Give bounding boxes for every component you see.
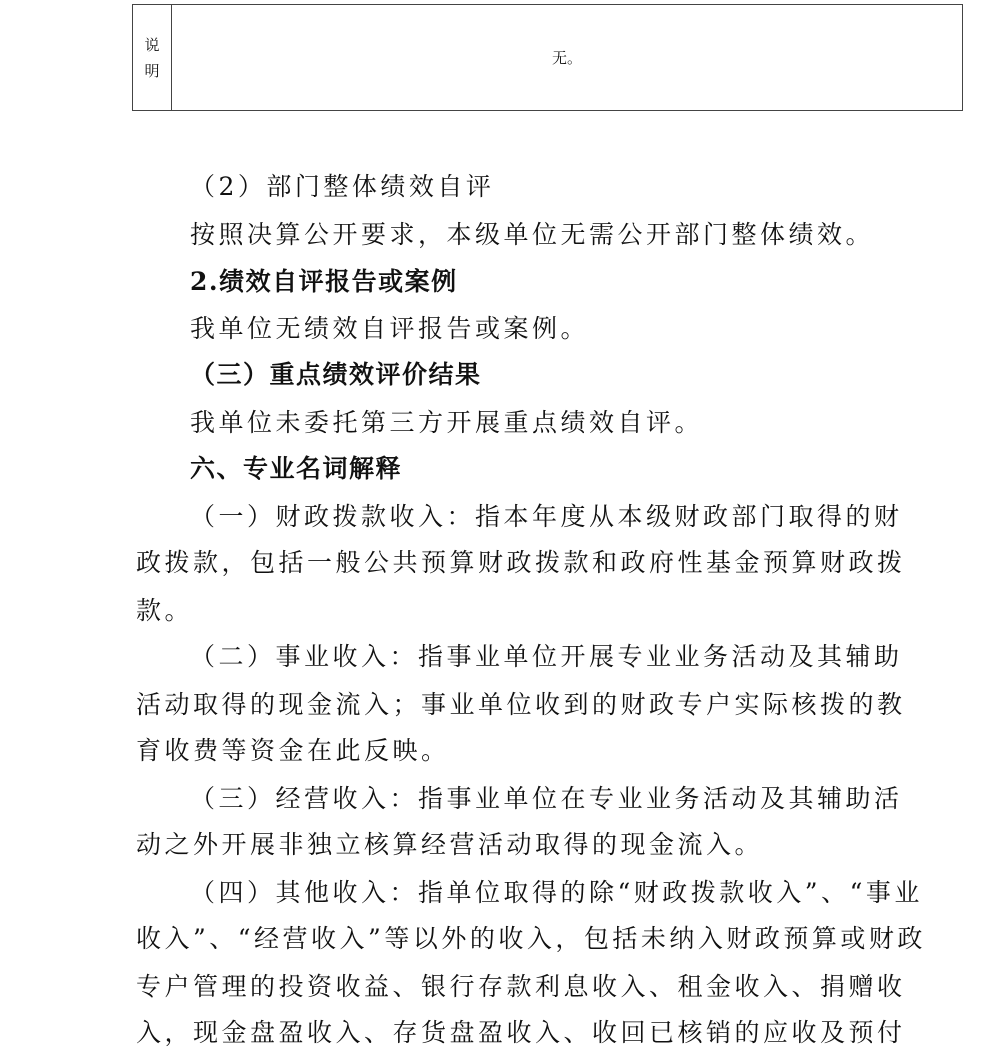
section-heading-dept-overall-self-eval: （2）部门整体绩效自评 xyxy=(190,172,495,201)
paragraph-line: 按照决算公开要求，本级单位无需公开部门整体绩效。 xyxy=(190,220,875,249)
paragraph-line: （四）其他收入：指单位取得的除“财政拨款收入”、“事业 xyxy=(190,878,923,907)
paragraph-line: 专户管理的投资收益、银行存款利息收入、租金收入、捐赠收 xyxy=(136,972,906,1001)
paragraph-line: （一）财政拨款收入：指本年度从本级财政部门取得的财 xyxy=(190,502,903,531)
note-label-char-2: 明 xyxy=(144,61,160,80)
note-table xyxy=(132,4,963,111)
note-content-cell xyxy=(172,5,962,110)
section-heading-glossary: 六、专业名词解释 xyxy=(190,454,403,483)
paragraph-line: 款。 xyxy=(136,596,194,625)
note-label-char-1: 说 xyxy=(144,35,160,54)
note-label xyxy=(133,5,172,110)
paragraph-line: 动之外开展非独立核算经营活动取得的现金流入。 xyxy=(136,830,764,859)
paragraph-line: （三）经营收入：指事业单位在专业业务活动及其辅助活 xyxy=(190,784,903,813)
paragraph-line: 我单位未委托第三方开展重点绩效自评。 xyxy=(190,408,704,437)
paragraph-line: 活动取得的现金流入；事业单位收到的财政专户实际核拨的教 xyxy=(136,690,906,719)
paragraph-line: 入，现金盘盈收入、存货盘盈收入、收回已核销的应收及预付 xyxy=(136,1018,906,1047)
section-heading-key-evaluation: （三）重点绩效评价结果 xyxy=(190,360,482,389)
paragraph-line: 我单位无绩效自评报告或案例。 xyxy=(190,314,590,343)
paragraph-line: （二）事业收入：指事业单位开展专业业务活动及其辅助 xyxy=(190,642,903,671)
section-heading-self-eval-report: 2.绩效自评报告或案例 xyxy=(190,267,458,296)
paragraph-line: 收入”、“经营收入”等以外的收入，包括未纳入财政预算或财政 xyxy=(136,924,926,953)
paragraph-line: 育收费等资金在此反映。 xyxy=(136,736,450,765)
paragraph-line: 政拨款，包括一般公共预算财政拨款和政府性基金预算财政拨 xyxy=(136,548,906,577)
note-content: 无。 xyxy=(551,49,582,67)
